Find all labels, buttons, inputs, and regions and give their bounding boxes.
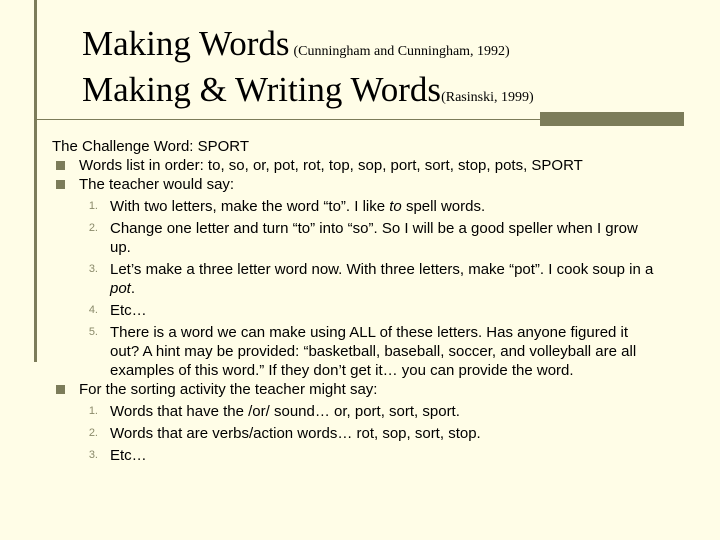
square-bullet-icon <box>56 385 65 394</box>
slide-body <box>52 137 692 465</box>
list-item <box>52 197 660 216</box>
left-accent-bar <box>34 0 37 362</box>
challenge-word: The Challenge Word: SPORT <box>52 138 250 155</box>
list-item <box>52 219 660 257</box>
title-divider-accent <box>540 112 684 126</box>
bullet-text: The teacher would say: <box>79 176 235 193</box>
title-making-words: Making Words <box>82 24 290 63</box>
step-emphasis: to <box>389 198 402 215</box>
citation-rasinski: (Rasinski, 1999) <box>441 90 534 105</box>
list-item <box>52 380 692 399</box>
square-bullet-icon <box>56 161 65 170</box>
step-emphasis: pot <box>110 280 131 297</box>
title-line-1 <box>82 24 510 64</box>
list-item <box>52 156 692 175</box>
list-item <box>52 446 660 465</box>
step-text: With two letters, make the word “to”. I like <box>110 198 390 215</box>
step-text: Change one letter and turn “to” into “so”. So I will be a good speller when I grow up. <box>110 220 638 256</box>
step-text: Etc… <box>110 447 147 464</box>
list-item <box>52 402 660 421</box>
list-item <box>52 175 692 194</box>
teacher-steps-list <box>52 197 692 380</box>
sort-steps-list <box>52 402 692 465</box>
step-text-end: . <box>130 280 136 297</box>
step-text: Words that are verbs/action words… rot, sop, sort, stop. <box>110 425 481 442</box>
list-item <box>52 424 660 443</box>
step-number: 1. <box>88 405 98 417</box>
list-item <box>52 323 660 380</box>
step-number: 3. <box>88 263 98 275</box>
square-bullet-icon <box>56 180 65 189</box>
bullet-text: Words list in order: to, so, or, pot, rot, top, sop, port, sort, stop, pots, SPORT <box>79 157 583 174</box>
title-making-writing-words: Making & Writing Words <box>82 70 442 109</box>
step-number: 5. <box>88 326 98 338</box>
step-text: Etc… <box>110 302 147 319</box>
step-number: 3. <box>88 449 98 461</box>
list-item <box>52 260 660 298</box>
step-number: 4. <box>88 304 98 316</box>
step-number: 2. <box>88 222 98 234</box>
step-text: There is a word we can make using ALL of these letters. Has anyone figured it out? A hint may be provided: “basketball, baseball, soccer, and volleyball are all examples of this word.” If they don’t get it… you can provide the word. <box>110 324 637 379</box>
step-number: 1. <box>88 200 98 212</box>
step-text-end: spell words. <box>401 198 486 215</box>
citation-cunningham: (Cunningham and Cunningham, 1992) <box>293 44 510 59</box>
list-item <box>52 301 660 320</box>
step-number: 2. <box>88 427 98 439</box>
bullet-text: For the sorting activity the teacher might say: <box>79 381 378 398</box>
title-line-2 <box>82 70 534 110</box>
step-text: Words that have the /or/ sound… or, port, sort, sport. <box>110 403 460 420</box>
step-text: Let’s make a three letter word now. With three letters, make “pot”. I cook soup in a <box>110 261 654 278</box>
